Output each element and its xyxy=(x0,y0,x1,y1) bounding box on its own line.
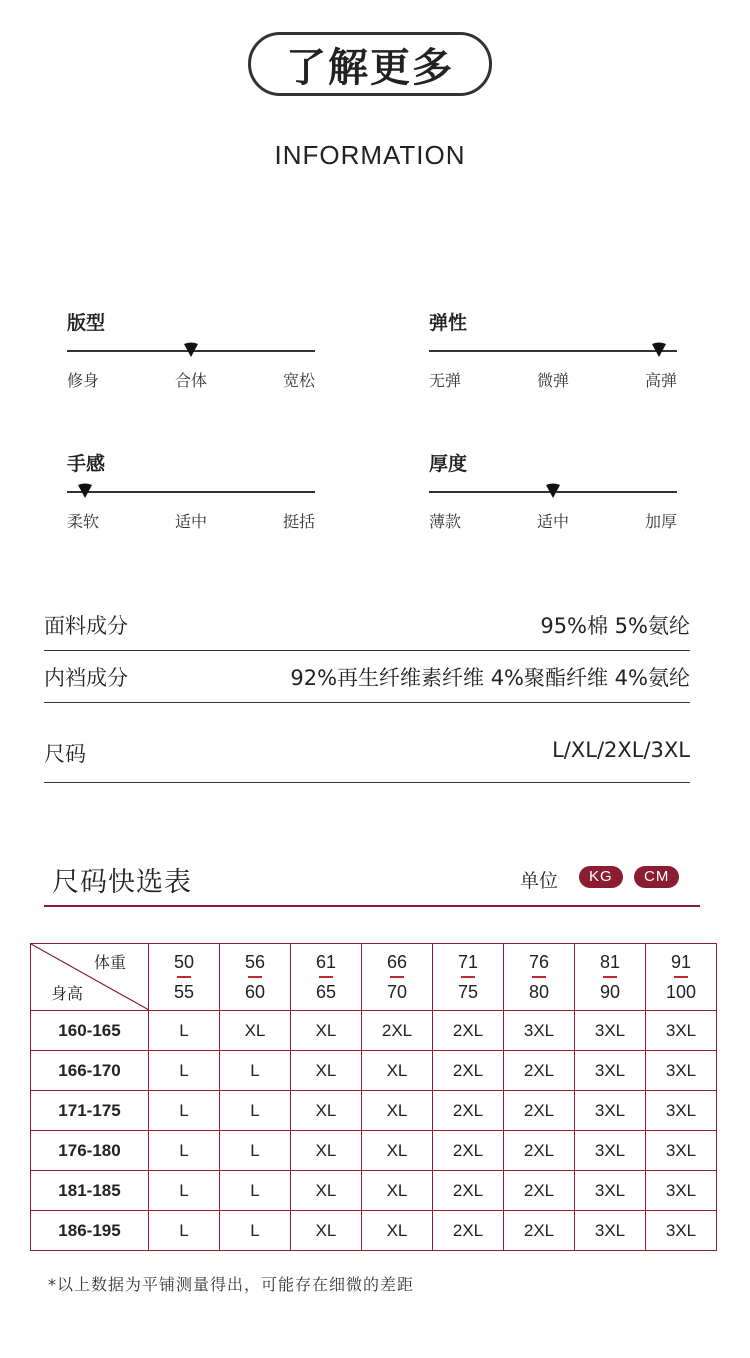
size-cell: 3XL xyxy=(646,1131,717,1171)
height-cell: 166-170 xyxy=(31,1051,149,1091)
info-row-lining xyxy=(44,652,690,703)
size-cell: L xyxy=(149,1211,220,1251)
size-cell: XL xyxy=(362,1091,433,1131)
weight-min: 61 xyxy=(315,952,337,972)
weight-header-cell xyxy=(646,944,717,1011)
size-cell: XL xyxy=(362,1171,433,1211)
size-cell: 2XL xyxy=(504,1131,575,1171)
info-value: L/XL/2XL/3XL xyxy=(552,738,690,762)
attribute-label: 柔软 xyxy=(67,512,100,531)
attribute-label: 适中 xyxy=(536,512,570,531)
dash-divider xyxy=(532,976,546,978)
weight-max: 55 xyxy=(173,982,195,1002)
attribute-title: 弹性 xyxy=(429,312,468,334)
table-row xyxy=(31,1091,717,1131)
table-row xyxy=(31,1131,717,1171)
dash-divider xyxy=(603,976,617,978)
size-cell: 3XL xyxy=(575,1091,646,1131)
weight-max: 65 xyxy=(315,982,337,1002)
attribute-label: 高弹 xyxy=(644,371,677,390)
weight-header-cell xyxy=(220,944,291,1011)
size-cell: XL xyxy=(291,1131,362,1171)
weight-header-cell xyxy=(504,944,575,1011)
attribute-label: 合体 xyxy=(174,371,208,390)
divider xyxy=(44,905,700,907)
size-cell: XL xyxy=(291,1171,362,1211)
unit-kg-badge: KG xyxy=(579,866,623,888)
attribute-title: 版型 xyxy=(67,312,106,334)
size-cell: XL xyxy=(362,1051,433,1091)
diagonal-divider xyxy=(31,944,149,1010)
size-cell: L xyxy=(220,1091,291,1131)
size-cell: 2XL xyxy=(433,1131,504,1171)
weight-max: 70 xyxy=(386,982,408,1002)
info-value: 95%棉 5%氨纶 xyxy=(540,614,690,638)
attribute-label: 宽松 xyxy=(282,371,315,390)
size-cell: XL xyxy=(220,1011,291,1051)
attribute-label: 挺括 xyxy=(282,512,315,531)
size-cell: 2XL xyxy=(433,1091,504,1131)
dash-divider xyxy=(674,976,688,978)
size-cell: 2XL xyxy=(433,1171,504,1211)
weight-max: 75 xyxy=(457,982,479,1002)
size-cell: L xyxy=(220,1171,291,1211)
size-cell: 3XL xyxy=(504,1011,575,1051)
size-cell: XL xyxy=(291,1011,362,1051)
pin-marker-icon xyxy=(651,342,667,358)
size-cell: XL xyxy=(291,1051,362,1091)
dash-divider xyxy=(461,976,475,978)
height-cell: 181-185 xyxy=(31,1171,149,1211)
size-cell: 2XL xyxy=(504,1091,575,1131)
size-cell: 3XL xyxy=(646,1091,717,1131)
weight-min: 76 xyxy=(528,952,550,972)
attribute-label: 无弹 xyxy=(429,371,462,390)
weight-header-cell xyxy=(433,944,504,1011)
size-cell: 2XL xyxy=(433,1011,504,1051)
size-table-body xyxy=(31,1011,717,1251)
size-cell: XL xyxy=(291,1091,362,1131)
footnote: *以上数据为平铺测量得出，可能存在细微的差距 xyxy=(48,1275,415,1294)
weight-max: 80 xyxy=(528,982,550,1002)
size-chart-title: 尺码快选表 xyxy=(52,867,192,898)
info-row-size xyxy=(44,728,690,783)
info-value: 92%再生纤维素纤维 4%聚酯纤维 4%氨纶 xyxy=(290,666,690,690)
size-cell: 2XL xyxy=(433,1051,504,1091)
size-cell: L xyxy=(220,1051,291,1091)
weight-min: 81 xyxy=(599,952,621,972)
weight-min: 71 xyxy=(457,952,479,972)
weight-min: 66 xyxy=(386,952,408,972)
weight-max: 90 xyxy=(599,982,621,1002)
size-cell: 3XL xyxy=(646,1011,717,1051)
dash-divider xyxy=(319,976,333,978)
attribute-elasticity xyxy=(429,308,677,398)
dash-divider xyxy=(248,976,262,978)
page-title: 了解更多 xyxy=(248,32,492,96)
size-cell: 2XL xyxy=(362,1011,433,1051)
attribute-hand-feel xyxy=(67,449,315,539)
attribute-scale-line xyxy=(429,350,677,352)
table-row xyxy=(31,1211,717,1251)
height-cell: 176-180 xyxy=(31,1131,149,1171)
size-cell: 3XL xyxy=(575,1051,646,1091)
table-row xyxy=(31,1051,717,1091)
weight-header-cell xyxy=(362,944,433,1011)
size-cell: 3XL xyxy=(646,1051,717,1091)
attribute-scale-line xyxy=(67,491,315,493)
weight-header-cell xyxy=(291,944,362,1011)
size-cell: 3XL xyxy=(575,1011,646,1051)
info-row-fabric xyxy=(44,600,690,651)
info-key: 面料成分 xyxy=(44,614,128,638)
size-cell: 2XL xyxy=(504,1051,575,1091)
pin-marker-icon xyxy=(183,342,199,358)
weight-min: 50 xyxy=(173,952,195,972)
height-cell: 160-165 xyxy=(31,1011,149,1051)
size-cell: 2XL xyxy=(504,1171,575,1211)
weight-axis-label: 体重 xyxy=(93,953,126,972)
attribute-thickness xyxy=(429,449,677,539)
attribute-label: 修身 xyxy=(67,371,100,390)
pin-marker-icon xyxy=(545,483,561,499)
height-axis-label: 身高 xyxy=(51,984,84,1003)
size-cell: 3XL xyxy=(646,1171,717,1211)
attribute-title: 厚度 xyxy=(429,453,468,475)
size-cell: 2XL xyxy=(504,1211,575,1251)
info-key: 尺码 xyxy=(44,742,86,766)
height-cell: 171-175 xyxy=(31,1091,149,1131)
attribute-label: 适中 xyxy=(174,512,208,531)
attribute-title: 手感 xyxy=(67,453,106,475)
size-cell: L xyxy=(149,1131,220,1171)
dash-divider xyxy=(177,976,191,978)
weight-max: 100 xyxy=(665,982,697,1002)
dash-divider xyxy=(390,976,404,978)
page-subtitle: INFORMATION xyxy=(274,140,466,170)
weight-max: 60 xyxy=(244,982,266,1002)
size-cell: L xyxy=(149,1091,220,1131)
unit-label: 单位 xyxy=(520,870,559,892)
weight-header-cell xyxy=(575,944,646,1011)
attribute-label: 微弹 xyxy=(536,371,570,390)
size-cell: 3XL xyxy=(575,1131,646,1171)
attribute-label: 加厚 xyxy=(644,512,677,531)
weight-min: 91 xyxy=(670,952,692,972)
size-cell: XL xyxy=(291,1211,362,1251)
size-cell: L xyxy=(149,1171,220,1211)
unit-cm-badge: CM xyxy=(634,866,679,888)
info-key: 内裆成分 xyxy=(44,666,128,690)
table-row xyxy=(31,1011,717,1051)
size-table xyxy=(30,943,717,1251)
weight-min: 56 xyxy=(244,952,266,972)
weight-header-cell xyxy=(149,944,220,1011)
size-cell: 3XL xyxy=(646,1211,717,1251)
size-cell: XL xyxy=(362,1211,433,1251)
size-cell: L xyxy=(149,1011,220,1051)
attribute-label: 薄款 xyxy=(429,512,462,531)
attribute-fit xyxy=(67,308,315,398)
size-cell: XL xyxy=(362,1131,433,1171)
table-corner-cell xyxy=(31,944,149,1011)
size-cell: L xyxy=(149,1051,220,1091)
height-cell: 186-195 xyxy=(31,1211,149,1251)
size-cell: L xyxy=(220,1211,291,1251)
size-cell: 2XL xyxy=(433,1211,504,1251)
table-header-row xyxy=(31,944,717,1011)
size-cell: L xyxy=(220,1131,291,1171)
pin-marker-icon xyxy=(77,483,93,499)
size-cell: 3XL xyxy=(575,1211,646,1251)
size-cell: 3XL xyxy=(575,1171,646,1211)
table-row xyxy=(31,1171,717,1211)
